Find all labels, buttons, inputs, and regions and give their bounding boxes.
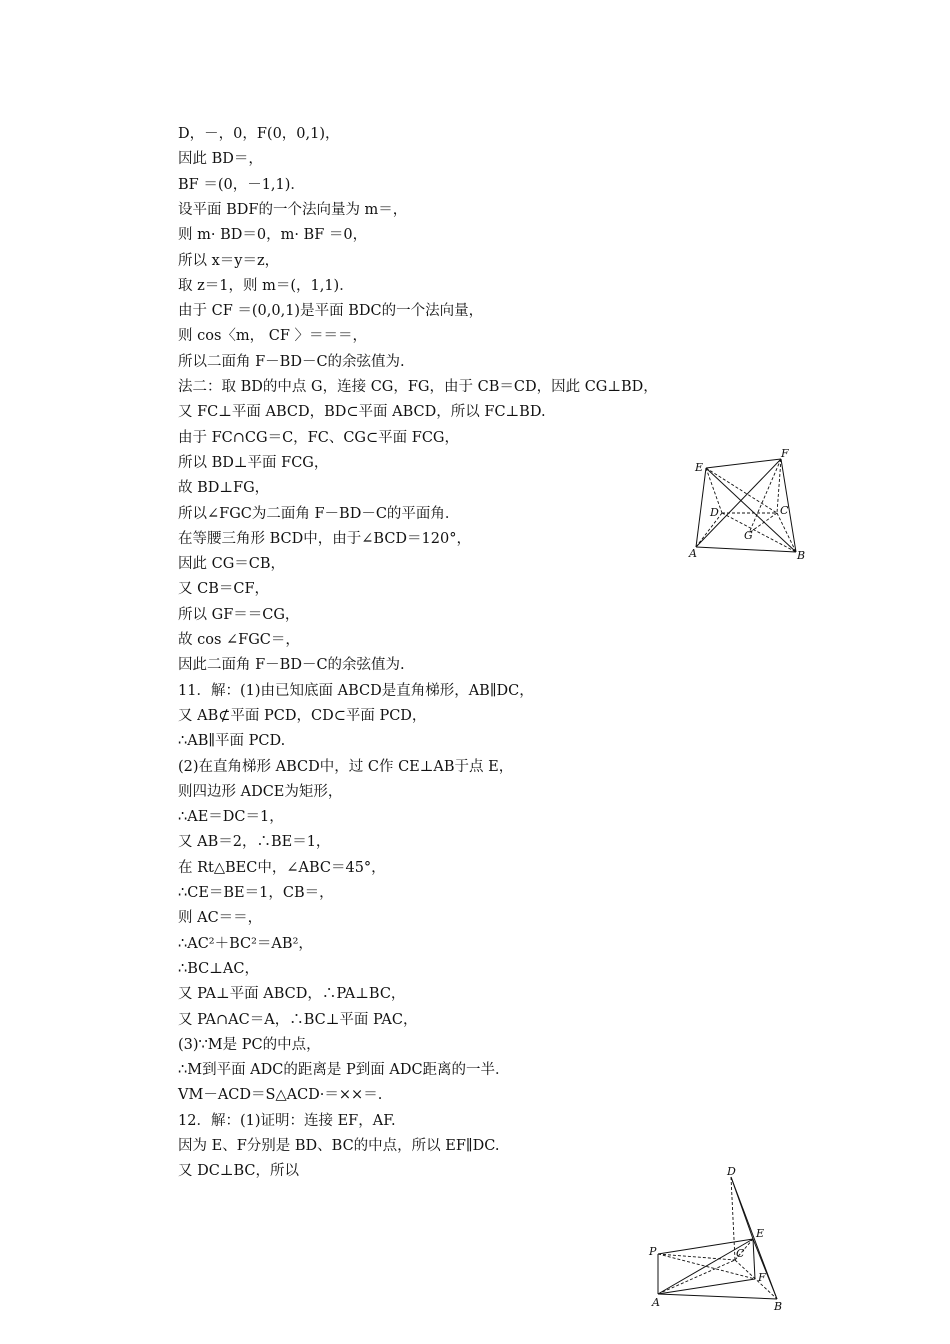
text-line: ∴AE＝DC＝1，	[178, 809, 284, 826]
label-c: C	[780, 504, 789, 517]
text-line: 取 z＝1，则 m＝(，1,1)．	[178, 277, 354, 294]
text-line: 因此 CG＝CB，	[178, 556, 286, 573]
label-f2: F	[758, 1271, 766, 1284]
label-c2: C	[736, 1247, 745, 1260]
text-line: 在等腰三角形 BCD中，由于∠BCD＝120°，	[178, 530, 471, 547]
text-line: 又 AB＝2，∴BE＝1，	[178, 834, 331, 851]
text-line: 又 AB⊄平面 PCD，CD⊂平面 PCD，	[178, 707, 427, 724]
text-line: 则 cos〈m， CF 〉＝＝＝，	[178, 328, 368, 345]
text-line: 又 PA⊥平面 ABCD，∴PA⊥BC，	[178, 986, 406, 1003]
label-b: B	[797, 549, 806, 562]
text-line: ∴AC²＋BC²＝AB²，	[178, 935, 313, 952]
label-d2: D	[727, 1165, 736, 1178]
text-line: ∴CE＝BE＝1，CB＝，	[178, 885, 334, 901]
text-line: (2)在直角梯形 ABCD中，过 C作 CE⊥AB于点 E，	[178, 758, 514, 775]
text-line: ∴M到平面 ADC的距离是 P到面 ADC距离的一半．	[178, 1062, 510, 1079]
label-e: E	[695, 461, 704, 474]
text-line: BF ＝(0，－1,1)．	[178, 176, 305, 193]
text-line: 设平面 BDF的一个法向量为 m＝，	[178, 201, 408, 218]
text-line: 12．解：(1)证明：连接 EF，AF.	[178, 1112, 396, 1129]
text-line: 在 Rt△BEC中，∠ABC＝45°，	[178, 859, 386, 876]
text-line: 所以 BD⊥平面 FCG，	[178, 454, 329, 471]
label-d: D	[710, 506, 719, 519]
text-line: 因此 BD＝，	[178, 151, 263, 168]
figure-pyramid-dpecfab	[645, 1165, 790, 1315]
text-line: 又 CB＝CF，	[178, 581, 270, 598]
text-line: 则 m· BD＝0，m· BF ＝0，	[178, 227, 368, 244]
figure-polyhedron-efdcgab	[685, 445, 815, 565]
text-line: 由于 CF ＝(0,0,1)是平面 BDC的一个法向量，	[178, 303, 484, 320]
text-line: ∴BC⊥AC，	[178, 960, 259, 977]
text-line: 由于 FC∩CG＝C，FC、CG⊂平面 FCG，	[178, 429, 460, 446]
text-line: 则四边形 ADCE为矩形，	[178, 783, 343, 800]
text-line: 故 cos ∠FGC＝，	[178, 632, 300, 648]
label-a2: A	[652, 1296, 660, 1309]
text-line: VM－ACD＝S△ACD·＝××＝.	[178, 1087, 383, 1104]
label-b2: B	[774, 1300, 783, 1313]
text-line: ∴AB∥平面 PCD.	[178, 733, 286, 750]
text-line: 所以 GF＝＝CG，	[178, 606, 300, 623]
text-line: 所以∠FGC为二面角 F－BD－C的平面角．	[178, 505, 460, 522]
text-line: 11．解：(1)由已知底面 ABCD是直角梯形，AB∥DC，	[178, 682, 534, 699]
label-e2: E	[756, 1227, 765, 1240]
label-f: F	[781, 447, 789, 460]
text-line: 所以 x＝y＝z，	[178, 252, 280, 269]
label-a: A	[689, 547, 697, 560]
text-line: 又 PA∩AC＝A，∴BC⊥平面 PAC，	[178, 1011, 418, 1028]
text-line: 因此二面角 F－BD－C的余弦值为.	[178, 657, 405, 674]
text-line: 法二：取 BD的中点 G，连接 CG，FG，由于 CB＝CD，因此 CG⊥BD，	[178, 379, 658, 395]
text-line: 则 AC＝＝，	[178, 910, 263, 927]
text-line: 因为 E、F分别是 BD、BC的中点，所以 EF∥DC.	[178, 1138, 500, 1154]
text-line: 又 FC⊥平面 ABCD，BD⊂平面 ABCD，所以 FC⊥BD.	[178, 404, 546, 421]
text-line: 故 BD⊥FG，	[178, 480, 270, 497]
label-g: G	[744, 529, 753, 542]
text-line: (3)∵M是 PC的中点，	[178, 1036, 321, 1053]
text-line: 又 DC⊥BC，所以	[178, 1163, 299, 1180]
text-line: D，－，0，F(0，0,1)，	[178, 126, 340, 142]
label-p: P	[649, 1245, 657, 1258]
text-line: 所以二面角 F－BD－C的余弦值为.	[178, 353, 405, 370]
